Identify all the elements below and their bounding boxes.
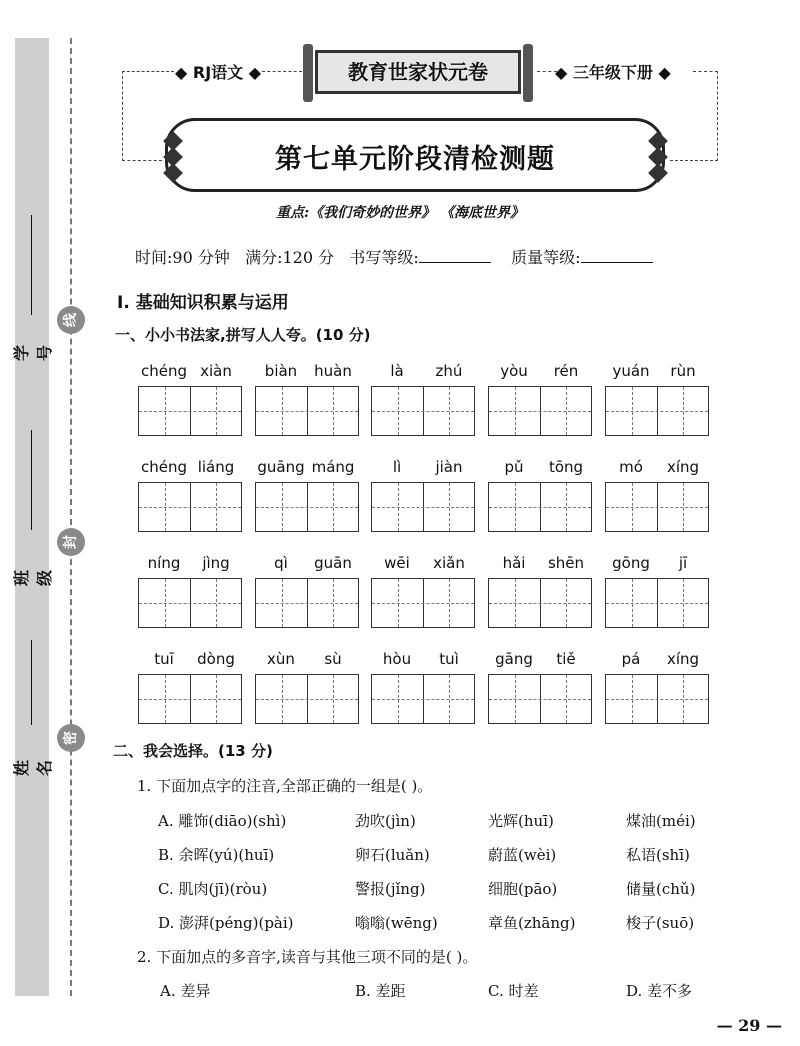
pinyin-label: tōng [548, 458, 584, 476]
option-item: 警报(jǐng) [355, 880, 426, 898]
box-guide [489, 603, 591, 604]
header-dash-left-bottom [122, 160, 162, 161]
writing-box[interactable] [488, 386, 592, 436]
header-vdash-right [717, 71, 718, 161]
box-guide [256, 507, 358, 508]
box-guide [256, 603, 358, 604]
pinyin-label: dòng [197, 650, 235, 668]
option-item: 梭子(suō) [626, 914, 695, 932]
header-dash-left [122, 71, 174, 72]
pinyin-label: chéng [140, 362, 187, 380]
option-c[interactable]: C. 时差 [488, 982, 539, 1000]
pinyin-label: tiě [556, 650, 576, 668]
writing-box[interactable] [255, 674, 359, 724]
pinyin-label: gāng [495, 650, 533, 668]
key-points: 重点:《我们奇妙的世界》 《海底世界》 [275, 205, 525, 221]
quality-grade-field[interactable] [581, 248, 653, 263]
writing-box[interactable] [371, 674, 475, 724]
box-guide [372, 411, 474, 412]
pinyin-label: hǎi [502, 554, 526, 572]
writing-box[interactable] [255, 482, 359, 532]
box-guide [489, 699, 591, 700]
box-guide [606, 411, 708, 412]
writing-box[interactable] [488, 578, 592, 628]
pinyin-label: rùn [670, 362, 696, 380]
question-2-2-stem: 2. 下面加点的多音字,读音与其他三项不同的是( )。 [137, 948, 478, 966]
page-title: 第七单元阶段清检测题 [275, 144, 555, 175]
writing-box[interactable] [371, 386, 475, 436]
page-number: — 29 — [716, 1016, 782, 1035]
full-score: 满分:120 分 [245, 248, 335, 267]
pinyin-label: zhú [435, 362, 463, 380]
pinyin-label: guāng [257, 458, 305, 476]
pinyin-label: gōng [612, 554, 650, 572]
pinyin-label: qì [274, 554, 288, 572]
box-guide [606, 507, 708, 508]
option-b[interactable]: B. 差距 [355, 982, 406, 1000]
class-label: 班级 [12, 570, 54, 587]
pinyin-label: xiàn [200, 362, 232, 380]
writing-box[interactable] [138, 578, 242, 628]
box-guide [372, 699, 474, 700]
writing-box[interactable] [371, 578, 475, 628]
pinyin-label: tuī [154, 650, 174, 668]
writing-box[interactable] [605, 674, 709, 724]
series-scroll [303, 44, 533, 102]
option-item: 储量(chǔ) [626, 880, 696, 898]
grade-tag: ◆ 三年级下册 ◆ [555, 63, 671, 82]
question-2-title: 二、我会选择。(13 分) [113, 742, 273, 760]
name-label: 姓名 [12, 760, 54, 777]
option-choice[interactable]: D. 澎湃(péng)(pài) [158, 914, 294, 932]
pinyin-label: tuì [439, 650, 459, 668]
option-a[interactable]: A. 差异 [160, 982, 211, 1000]
student-id-line [31, 215, 32, 315]
header-vdash-left [122, 71, 123, 161]
pinyin-label: xíng [666, 650, 700, 668]
class-line [31, 430, 32, 530]
pinyin-label: huàn [314, 362, 352, 380]
box-guide [606, 699, 708, 700]
option-item: 章鱼(zhāng) [488, 914, 576, 932]
writing-grade-label: 书写等级: [349, 248, 419, 267]
pinyin-label: xiǎn [433, 554, 465, 572]
option-item: 卵石(luǎn) [355, 846, 430, 864]
writing-box[interactable] [605, 482, 709, 532]
option-item: 私语(shī) [626, 846, 690, 864]
pinyin-label: hòu [382, 650, 412, 668]
header-dash-mid-left [262, 71, 302, 72]
box-guide [139, 603, 241, 604]
name-line [31, 640, 32, 725]
box-guide [372, 507, 474, 508]
exam-info [135, 245, 653, 268]
option-item: 劲吹(jìn) [355, 812, 416, 830]
box-guide [256, 699, 358, 700]
box-guide [606, 603, 708, 604]
pinyin-label: wēi [384, 554, 410, 572]
title-banner [165, 118, 665, 192]
box-guide [139, 411, 241, 412]
pinyin-label: là [390, 362, 404, 380]
scroll-rod-left [303, 44, 313, 102]
writing-grade-field[interactable] [419, 248, 491, 263]
pinyin-label: biàn [264, 362, 298, 380]
pinyin-label: guān [314, 554, 352, 572]
option-item: 蔚蓝(wèi) [488, 846, 557, 864]
option-choice[interactable]: C. 肌肉(jī)(ròu) [158, 880, 268, 898]
student-id-label: 学号 [12, 345, 54, 362]
writing-box[interactable] [488, 482, 592, 532]
option-choice[interactable]: B. 余晖(yú)(huī) [158, 846, 275, 864]
time-limit: 时间:90 分钟 [135, 248, 230, 267]
seal-seal: 封 [57, 528, 85, 556]
writing-box[interactable] [488, 674, 592, 724]
option-item: 煤油(méi) [626, 812, 696, 830]
pinyin-label: xùn [267, 650, 295, 668]
writing-box[interactable] [138, 482, 242, 532]
box-guide [489, 507, 591, 508]
cut-line [70, 38, 72, 996]
pinyin-label: rén [553, 362, 579, 380]
pinyin-label: xíng [666, 458, 700, 476]
header-dash-right-bottom [670, 160, 718, 161]
pinyin-label: shēn [547, 554, 585, 572]
pinyin-label: liáng [197, 458, 235, 476]
option-choice[interactable]: A. 雕饰(diāo)(shì) [158, 812, 287, 830]
question-2-1-stem: 1. 下面加点字的注音,全部正确的一组是( )。 [137, 777, 433, 795]
pinyin-label: mó [619, 458, 643, 476]
writing-box[interactable] [605, 386, 709, 436]
writing-box[interactable] [371, 482, 475, 532]
quality-grade-label: 质量等级: [511, 248, 581, 267]
series-title: 教育世家状元卷 [315, 50, 521, 94]
box-guide [139, 699, 241, 700]
pinyin-label: jiàn [435, 458, 463, 476]
subject-tag: ◆ RJ语文 ◆ [175, 63, 262, 82]
scroll-rod-right [523, 44, 533, 102]
question-1-title: 一、小小书法家,拼写人人夸。(10 分) [115, 326, 371, 344]
option-d[interactable]: D. 差不多 [626, 982, 693, 1000]
pinyin-label: níng [147, 554, 181, 572]
header-dash-mid-right [537, 71, 557, 72]
box-guide [139, 507, 241, 508]
pinyin-label: yuán [612, 362, 650, 380]
pinyin-label: jī [678, 554, 688, 572]
box-guide [372, 603, 474, 604]
seal-secret: 密 [57, 724, 85, 752]
binding-margin [15, 38, 49, 996]
pinyin-label: chéng [140, 458, 187, 476]
option-item: 光辉(huī) [488, 812, 554, 830]
pinyin-label: pǔ [504, 458, 524, 476]
box-guide [256, 411, 358, 412]
pinyin-label: jìng [202, 554, 230, 572]
pinyin-label: pá [621, 650, 641, 668]
writing-box[interactable] [255, 578, 359, 628]
option-item: 嗡嗡(wēng) [355, 914, 438, 932]
pinyin-label: lì [392, 458, 402, 476]
writing-box[interactable] [605, 578, 709, 628]
header-dash-right [693, 71, 718, 72]
pinyin-label: yòu [500, 362, 528, 380]
writing-box[interactable] [138, 386, 242, 436]
box-guide [489, 411, 591, 412]
pinyin-label: sù [324, 650, 342, 668]
part-title: Ⅰ. 基础知识积累与运用 [117, 293, 289, 313]
writing-box[interactable] [138, 674, 242, 724]
writing-box[interactable] [255, 386, 359, 436]
pinyin-label: máng [311, 458, 355, 476]
seal-line: 线 [57, 306, 85, 334]
option-item: 细胞(pāo) [488, 880, 558, 898]
